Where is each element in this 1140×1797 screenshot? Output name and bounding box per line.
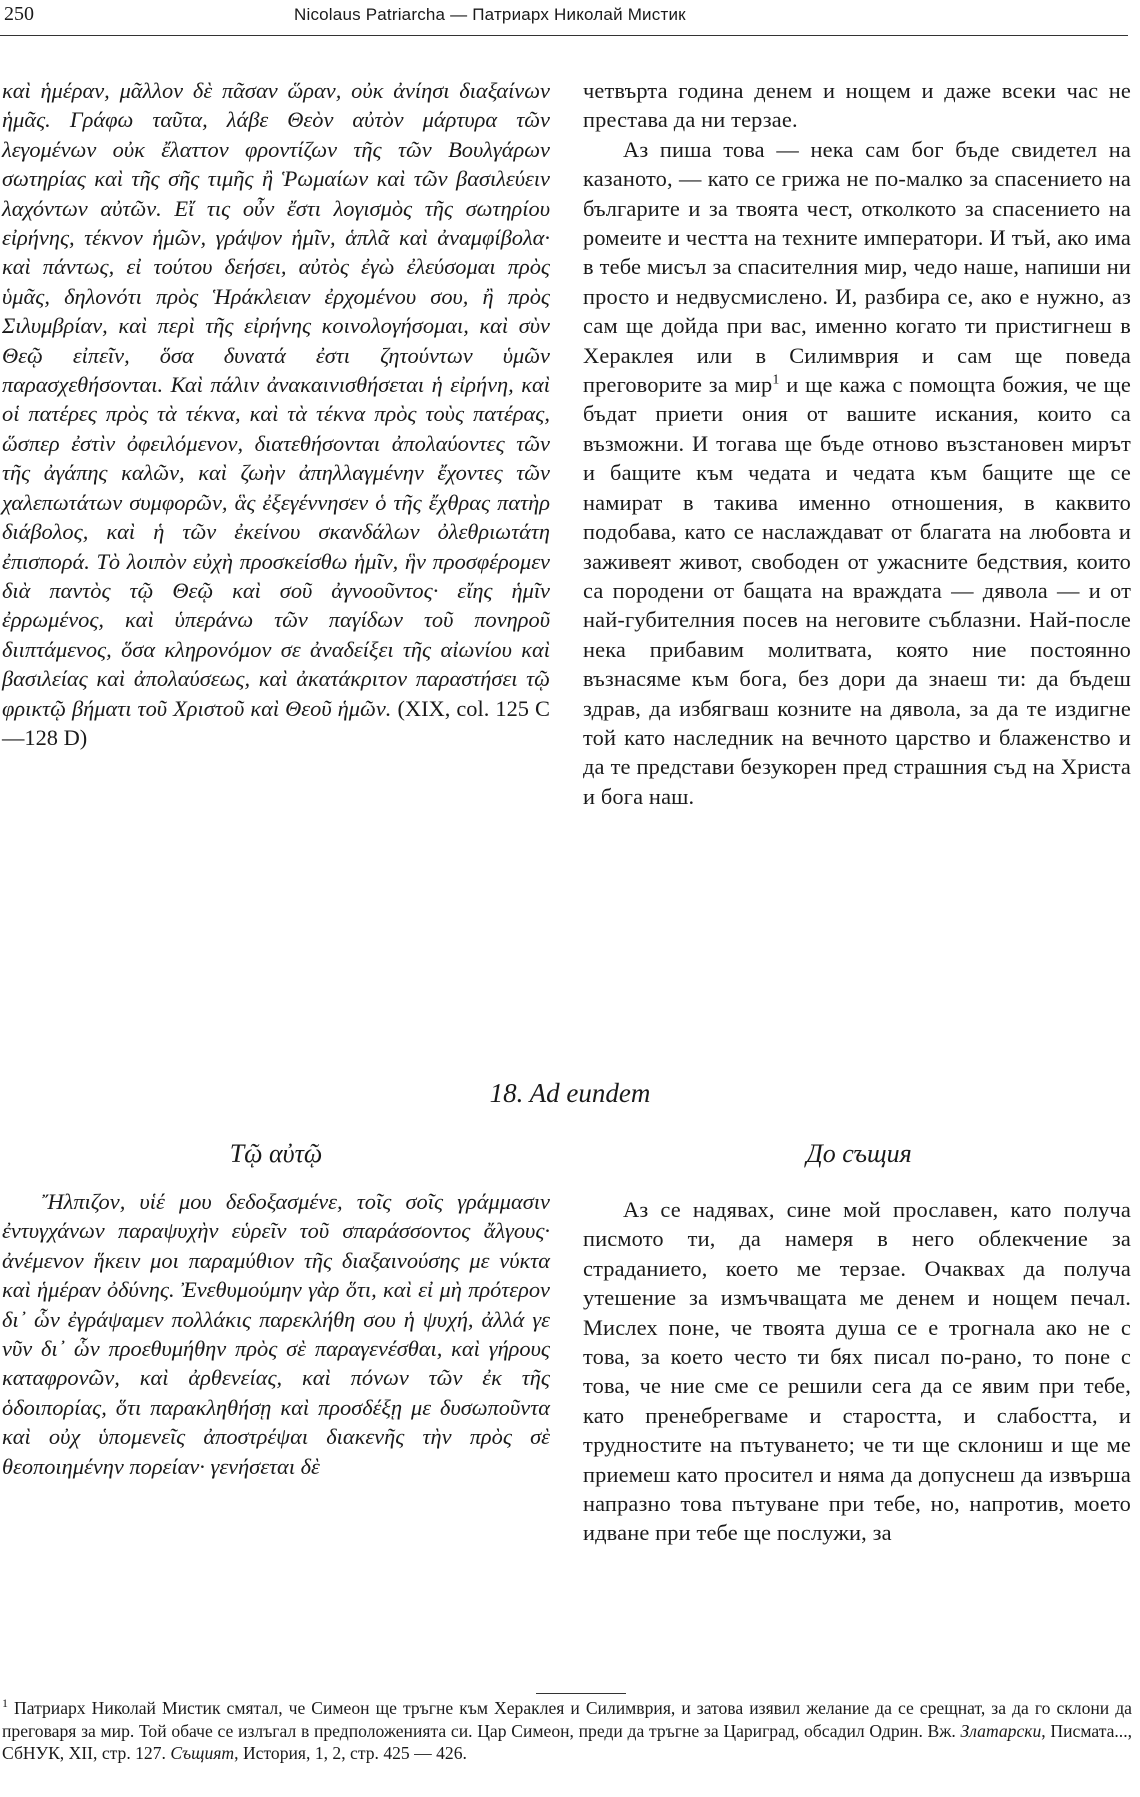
greek-paragraph-2: Ἤλπιζον, υἱέ μου δεδοξασμένε, τοῖς σοῖς γράμμασιν ἐντυγχάνων παραψυχὴν εὑρεῖν τοῦ σπαράσσοντος ἄλγους· ἀνέμενον ἥκειν μοι παραμύθιον τῆς διαξαινούσης με νύκτα καὶ ἡμέραν ὀδύνης. Ἐνεθυμούμην γὰρ ὅτι, καὶ εἰ μὴ πρότερον δι᾽ ὧν ἐγράψαμεν πολλάκις παρεκλήθη σου ἡ ψυχή, ἀλλά γε νῦν δι᾽ ὧν προεθυμήθην πρὸς σὲ παραγενέσθαι, καὶ γήρους καταφρονῶν, καὶ ἀρθενείας, καὶ πόνων τῶν ἐκ τῆς ὁδοιπορίας, ὅτι παρακληθήσῃ καὶ προσδέξῃ με δυσωποῦντα καὶ οὐχ ὑπομενεῖς ἀποστρέψαι διακενῆς τὴν πρὸς σὲ θεοποιημένην πορείαν· γενήσεται δὲ bbox=[2, 1189, 550, 1479]
greek-reference: (XIX, col. 125 C—128 D) bbox=[2, 695, 550, 750]
footnote-mark: 1 bbox=[2, 1696, 8, 1711]
greek-letter-title: Τῷ αὐτῷ bbox=[229, 1139, 323, 1168]
footnote bbox=[2, 1697, 1132, 1765]
page-header bbox=[0, 0, 1140, 36]
footnote-text-c: , История, 1, 2, стр. 425 — 426. bbox=[234, 1743, 467, 1763]
bulgarian-column-1 bbox=[583, 76, 1131, 811]
page-number: 250 bbox=[4, 3, 34, 25]
bulgarian-paragraph-2a: Аз пиша това — нека сам бог бъде свидетел на казаното, — като се грижа не по-малко за спасението на българите и за твоята чест, отколкото за спасението на ромеите и честта на техните императори. И тъй, ако има в тебе мисъл за спасителния мир, чедо наше, напиши ни просто и недвусмислено. И, разбира се, ако е нужно, аз сам ще дойда при вас, именно когато ти пристигнеш в Хераклея или в Силимврия и сам ще поведа преговорите за мир bbox=[583, 136, 1131, 398]
bulgarian-letter-title: До същия bbox=[806, 1139, 912, 1168]
footnote-rule bbox=[536, 1693, 626, 1694]
running-head: Nicolaus Patriarcha — Патриарх Николай Мистик bbox=[294, 5, 686, 24]
greek-column-1 bbox=[2, 76, 550, 752]
letter-title: 18. Ad eundem bbox=[489, 1078, 651, 1108]
greek-column-2 bbox=[2, 1187, 550, 1481]
footnote-text-a: Патриарх Николай Мистик смятал, че Симеон ще тръгне към Хераклея и Силимврия, и затова изявил желание да се срещнат, за да го склони да преговаря за мир. Той обаче се излъгал в предположенията си. Цар Симеон, преди да тръгне за Цариград, обсадил Одрин. Вж. bbox=[2, 1698, 1132, 1741]
footnote-author-2: Същият bbox=[170, 1743, 235, 1763]
bulgarian-paragraph-2 bbox=[583, 135, 1131, 811]
greek-paragraph-1: καὶ ἡμέραν, μᾶλλον δὲ πᾶσαν ὥραν, οὐκ ἀνίησι διαξαίνων ἡμᾶς. Γράφω ταῦτα, λάβε Θεὸν αὐτὸν μάρτυρα τῶν λεγομένων οὐκ ἔλαττον φροντίζων τῆς τῶν Βουλγάρων σωτηρίας καὶ τῆς σῆς τιμῆς ἢ Ῥωμαίων καὶ τῶν βασιλεύειν λαχόντων αὐτῶν. Εἴ τις οὖν ἔστι λογισμὸς τῆς σωτηρίου εἰρήνης, τέκνον ἡμῶν, γράψον ἡμῖν, ἁπλᾶ καὶ ἀναμφίβολα· καὶ πάντως, εἰ τούτου δεήσει, αὐτὸς ἐγὼ ἐλεύσομαι πρὸς ὑμᾶς, δηλονότι πρὸς Ἡράκλειαν ἐρχομένου σου, ἢ πρὸς Σιλυμβρίαν, καὶ περὶ τῆς εἰρήνης κοινολογήσομαι, καὶ σὺν Θεῷ εἰπεῖν, ὅσα δυνατά ἐστι ζητούντων ὑμῶν παρασχεθήσονται. Καὶ πάλιν ἀνακαινισθήσεται ἡ εἰρήνη, καὶ οἱ πατέρες πρὸς τὰ τέκνα, καὶ τὰ τέκνα πρὸς τοὺς πατέρας, ὥσπερ ἐστὶν ὀφειλόμενον, διατεθήσονται ἀπολαύοντες τῶν τῆς ἀγάπης καλῶν, καὶ ζωὴν ἀπηλλαγμένην ἔχοντες τῶν χαλεπωτάτων συμφορῶν, ἃς ἐξεγέννησεν ὁ τῆς ἔχθρας πατὴρ διάβολος, καὶ ἡ τῶν ἐκείνου σκανδάλων ὀλεθριωτάτη ἐπισπορά. Τὸ λοιπὸν εὐχὴ προσκείσθω ἡμῖν, ἣν προσφέρομεν διὰ παντὸς τῷ Θεῷ καὶ σοῦ ἀγνοοῦντος· εἴης ἡμῖν ἐρρωμένος, καὶ ὑπεράνω τῶν παγίδων τοῦ πονηροῦ διιπτάμενος, ὅσα κληρονόμον σε ἀναδείξει τῆς αἰωνίου καὶ βασιλείας καὶ ἀπολαύσεως, καὶ ἀκατάκριτον παραστήσει τῷ φρικτῷ βήματι τοῦ Χριστοῦ καὶ Θεοῦ ἡμῶν. bbox=[2, 78, 550, 721]
footnote-text-b: , Писмата..., СбНУК, XII, стр. 127. bbox=[2, 1720, 1132, 1763]
bulgarian-paragraph-3: Аз се надявах, сине мой прославен, като получа писмото ти, да намеря в него облекчение за страданието, което ме терзае. Очаквах да получа утешение за измъчващата ме денем и нощем печал. Мислех поне, че твоята душа се е трогнала ако не с това, за което често ти бях писал по-рано, то поне с това, че ние сме се решили сега да се явим при тебе, като пренебрегваме и старостта, и слабостта, и трудностите на пътуването; че ти ще склониш и ще ме приемеш като просител и няма да допуснеш да извърша напразно това пътуване при тебе, но, напротив, моето идване при тебе ще послужи, за bbox=[583, 1197, 1131, 1546]
header-rule bbox=[0, 35, 1128, 36]
greek-text-1 bbox=[2, 76, 550, 752]
footnote-author: Златарски bbox=[960, 1720, 1042, 1741]
bulgarian-column-2 bbox=[583, 1195, 1131, 1548]
footnote-reference: 1 bbox=[772, 372, 780, 388]
bulgarian-paragraph-2b: и ще кажа с помощта божия, че ще бъдат приети ония от вашите искания, които са възможни. И тогава ще бъде отново възстановен мирът и бащите към чедата и чедата към бащите ще се намират в такива именно отношения, в каквито подобава, като се наслаждават от благата на любовта и заживеят живот, свободен от ужасните бедствия, които са породени от бащата на враждата — дявола — и от най-губителния посев на неговите съблазни. Най-после нека прибавим молитвата, която ние постоянно възнасяме към бога, без дори да знаеш ти: да бъдеш здрав, да избягваш козните на дявола, за да те издигне той като наследник на вечното царство и блаженство и да те представи безукорен пред страшния съд на Христа и бога наш. bbox=[583, 372, 1131, 809]
bulgarian-paragraph-1: четвърта година денем и нощем и даже всеки час не престава да ни терзае. bbox=[583, 78, 1131, 133]
